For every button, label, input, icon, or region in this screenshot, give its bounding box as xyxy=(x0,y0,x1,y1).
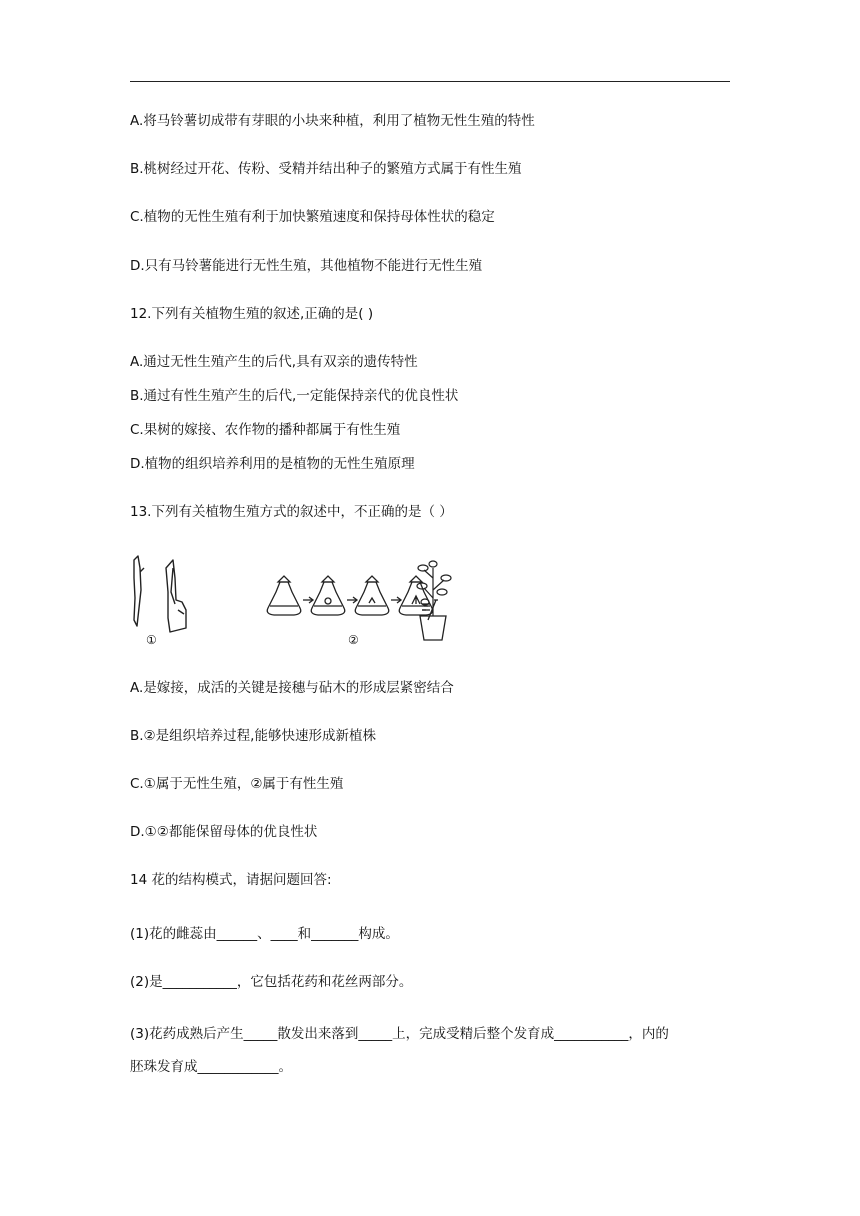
q13-option-c: C.①属于无性生殖，②属于有性生殖 xyxy=(130,776,344,792)
q14-sub1: (1)花的雌蕊由______、____和_______构成。 xyxy=(130,926,399,942)
scion-stick xyxy=(134,556,141,626)
q13-stem: 13.下列有关植物生殖方式的叙述中，不正确的是（ ） xyxy=(130,504,453,520)
figure-label-1: ① xyxy=(146,633,157,647)
q12-option-a: A.通过无性生殖产生的后代,具有双亲的遗传特性 xyxy=(130,354,418,370)
q11-option-d: D.只有马铃薯能进行无性生殖，其他植物不能进行无性生殖 xyxy=(130,258,483,274)
q12-stem: 12.下列有关植物生殖的叙述,正确的是( ) xyxy=(130,306,374,322)
q14-sub3-line2: 胚珠发育成____________。 xyxy=(130,1059,292,1075)
figure-label-2: ② xyxy=(348,633,359,647)
q13-figure xyxy=(128,548,468,648)
q13-option-b: B.②是组织培养过程,能够快速形成新植株 xyxy=(130,728,376,744)
q12-option-c: C.果树的嫁接、农作物的播种都属于有性生殖 xyxy=(130,422,401,438)
plant-pot xyxy=(420,616,446,640)
q14-sub3-line1: (3)花药成熟后产生_____散发出来落到_____上，完成受精后整个发育成___________，内的 xyxy=(130,1026,669,1042)
q12-option-d: D.植物的组织培养利用的是植物的无性生殖原理 xyxy=(130,456,415,472)
q11-option-b: B.桃树经过开花、传粉、受精并结出种子的繁殖方式属于有性生殖 xyxy=(130,161,522,177)
q11-option-a: A.将马铃薯切成带有芽眼的小块来种植，利用了植物无性生殖的特性 xyxy=(130,113,535,129)
stock-stick xyxy=(166,560,186,632)
q14-sub2: (2)是___________，它包括花药和花丝两部分。 xyxy=(130,974,413,990)
plant-stems xyxy=(417,561,451,616)
q14-stem: 14 花的结构模式，请据问题回答: xyxy=(130,872,332,888)
q11-option-c: C.植物的无性生殖有利于加快繁殖速度和保持母体性状的稳定 xyxy=(130,209,495,225)
header-rule xyxy=(130,81,730,82)
q13-figure-drawing xyxy=(128,548,468,648)
q12-option-b: B.通过有性生殖产生的后代,一定能保持亲代的优良性状 xyxy=(130,388,459,404)
q13-option-a: A.是嫁接，成活的关键是接穗与砧木的形成层紧密结合 xyxy=(130,680,454,696)
q13-option-d: D.①②都能保留母体的优良性状 xyxy=(130,824,318,840)
